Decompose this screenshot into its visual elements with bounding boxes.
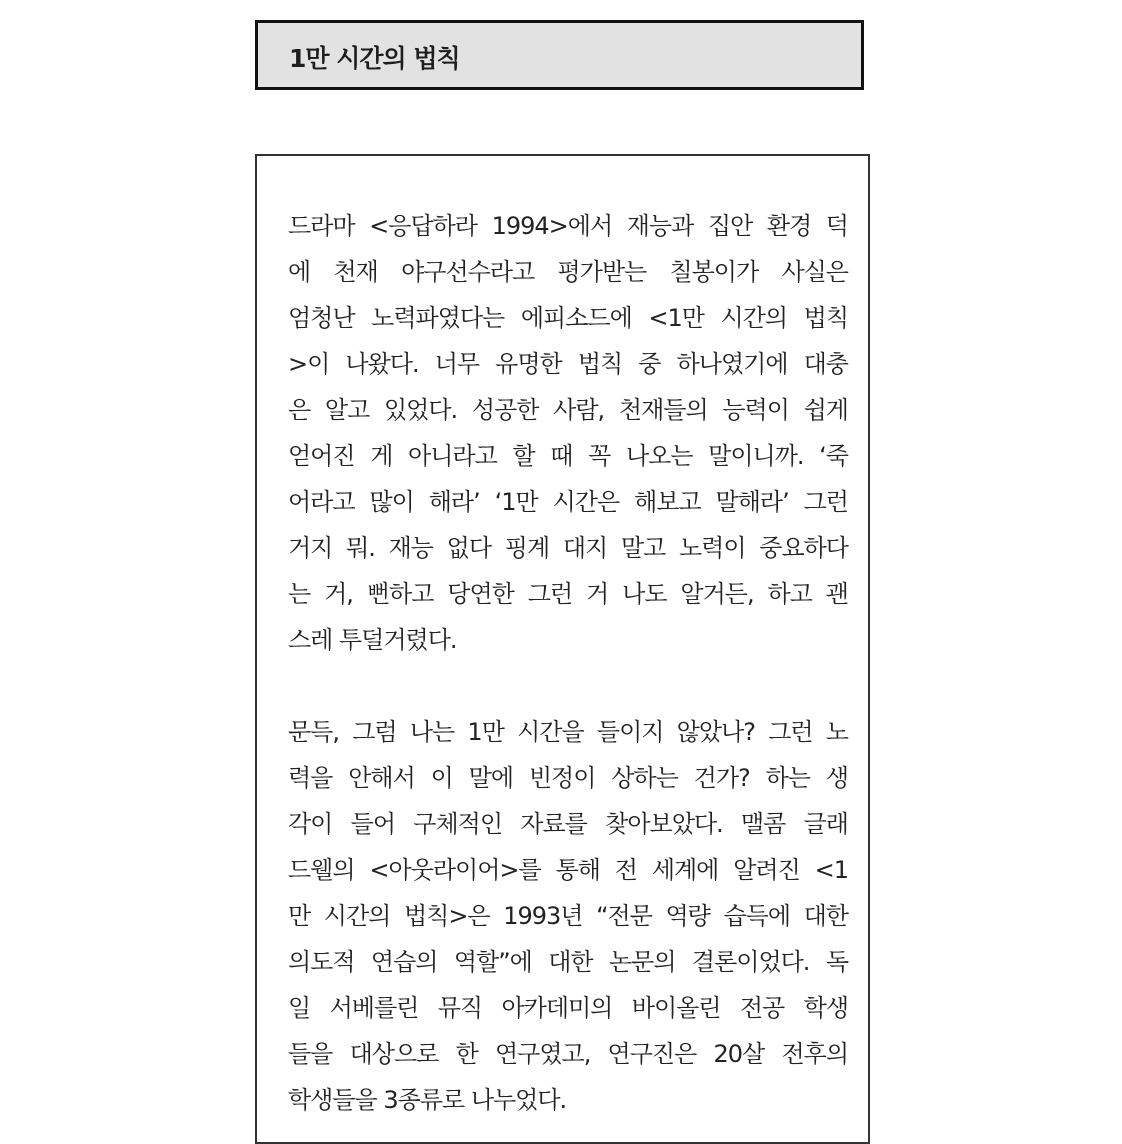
title-banner <box>255 20 864 90</box>
text-line: 드라마 <응답하라 1994>에서 재능과 집안 환경 덕 <box>288 212 848 240</box>
text-line: 어라고 많이 해라’ ‘1만 시간은 해보고 말해라’ 그런 <box>288 488 848 516</box>
text-line: 는 거, 뻔하고 당연한 그런 거 나도 알거든, 하고 괜 <box>288 580 848 608</box>
text-line: 거지 뭐. 재능 없다 핑계 대지 말고 노력이 중요하다 <box>288 534 848 562</box>
text-line: 드웰의 <아웃라이어>를 통해 전 세계에 알려진 <1 <box>288 856 848 884</box>
text-line: 들을 대상으로 한 연구였고, 연구진은 20살 전후의 <box>288 1040 848 1068</box>
paragraph-1 <box>288 203 848 663</box>
text-line: 만 시간의 법칙>은 1993년 “전문 역량 습득에 대한 <box>288 902 848 930</box>
text-line: >이 나왔다. 너무 유명한 법칙 중 하나였기에 대충 <box>288 350 848 378</box>
text-line: 얻어진 게 아니라고 할 때 꼭 나오는 말이니까. ‘죽 <box>288 442 848 470</box>
text-line: 은 알고 있었다. 성공한 사람, 천재들의 능력이 쉽게 <box>288 396 848 424</box>
text-line: 일 서베를린 뮤직 아카데미의 바이올린 전공 학생 <box>288 994 848 1022</box>
text-line: 문득, 그럼 나는 1만 시간을 들이지 않았나? 그런 노 <box>288 718 848 746</box>
text-line: 스레 투덜거렸다. <box>288 626 457 654</box>
text-line: 엄청난 노력파였다는 에피소드에 <1만 시간의 법칙 <box>288 304 848 332</box>
text-line: 학생들을 3종류로 나누었다. <box>288 1086 567 1114</box>
text-line: 력을 안해서 이 말에 빈정이 상하는 건가? 하는 생 <box>288 764 848 792</box>
page-title: 1만 시간의 법칙 <box>289 44 460 73</box>
article-body <box>255 154 870 1144</box>
text-line: 에 천재 야구선수라고 평가받는 칠봉이가 사실은 <box>288 258 848 286</box>
paragraph-2 <box>288 709 848 1123</box>
text-line: 각이 들어 구체적인 자료를 찾아보았다. 맬콤 글래 <box>288 810 848 838</box>
text-line: 의도적 연습의 역할”에 대한 논문의 결론이었다. 독 <box>288 948 848 976</box>
